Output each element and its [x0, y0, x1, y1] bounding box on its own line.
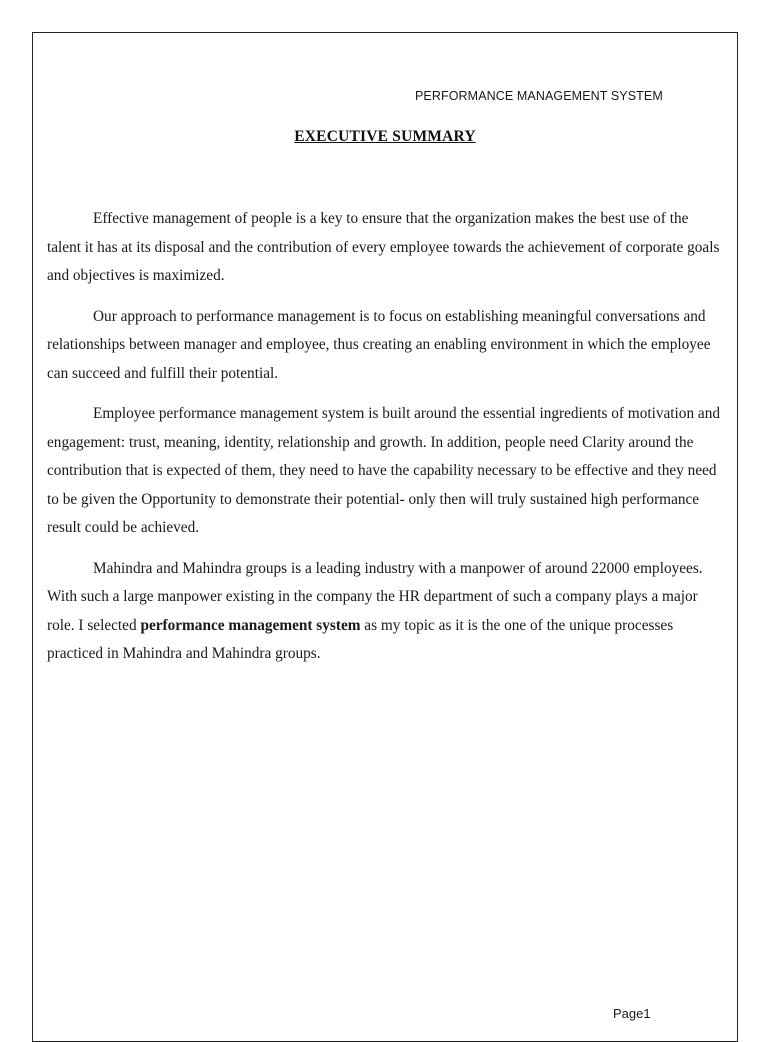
paragraph-4: [47, 555, 725, 669]
page-number: Page1: [613, 1006, 651, 1021]
paragraph-1: Effective management of people is a key to ensure that the organization makes the best use of the talent it has at its disposal and the contribution of every employee towards the achievement of corporate goals and objectives is maximized.: [47, 210, 720, 284]
document-body: [47, 205, 725, 681]
document-title: EXECUTIVE SUMMARY: [294, 128, 476, 145]
paragraph-3: Employee performance management system is built around the essential ingredients of motivation and engagement: trust, meaning, identity, relationship and growth. In addition, people need Clarity around the contribution that is expected of them, they need to have the capability necessary to be effective and they need to be given the Opportunity to demonstrate their potential- only then will truly sustained high performance result could be achieved.: [47, 405, 721, 536]
paragraph-2: Our approach to performance management is to focus on establishing meaningful conversations and relationships between manager and employee, thus creating an enabling environment in which the employee can succeed and fulfill their potential.: [47, 307, 711, 382]
running-header: PERFORMANCE MANAGEMENT SYSTEM: [415, 89, 663, 103]
paragraph-4-text-end: as my topic as it is the one of the unique processes practiced in Mahindra and Mahindra groups.: [47, 616, 674, 662]
paragraph-4-bold-phrase: performance management system: [140, 616, 361, 634]
paragraph-4-text-start: Mahindra and Mahindra groups is a leading industry with a manpower of around 22000 employees. With such a large manpower existing in the company the HR department of such a company plays a major role. I selected: [47, 559, 703, 634]
document-page: [32, 32, 738, 1042]
